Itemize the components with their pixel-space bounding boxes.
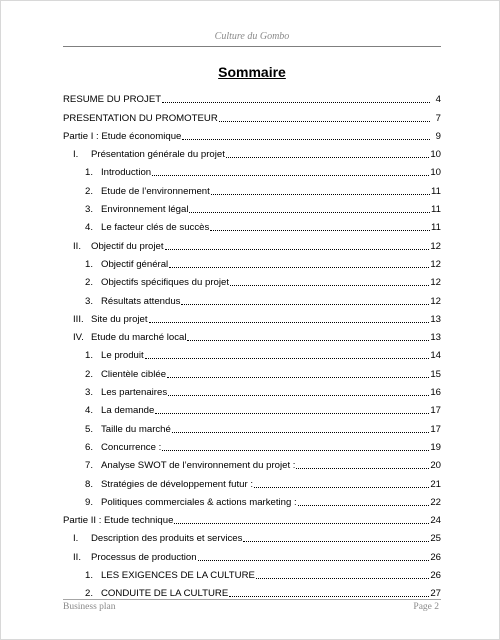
toc-entry[interactable] [63, 343, 441, 361]
toc-entry-number: 9. [85, 496, 94, 508]
toc-entry-label: Clientèle ciblée [101, 368, 167, 380]
toc-entry-label: Objectif du projet [91, 240, 164, 252]
toc-entry[interactable] [63, 380, 441, 398]
toc-entry[interactable] [63, 563, 441, 581]
toc-entry-page: 10 [430, 167, 441, 179]
toc-entry[interactable] [63, 124, 441, 142]
toc-entry-page: 15 [430, 368, 441, 380]
dot-leader [243, 540, 429, 542]
dot-leader [187, 339, 429, 341]
toc-entry-page: 26 [430, 551, 441, 563]
toc-entry-label: Stratégies de développement futur : [101, 478, 253, 490]
toc-entry[interactable] [63, 142, 441, 160]
toc-entry-number: 2. [85, 588, 94, 600]
toc-entry-page: 12 [430, 258, 441, 270]
toc-entry-number: 8. [85, 478, 94, 490]
toc-entry-page: 24 [430, 515, 441, 527]
dot-leader [165, 248, 430, 250]
toc-entry-label: Processus de production [91, 551, 197, 563]
dot-leader [162, 101, 430, 103]
dot-leader [168, 394, 429, 396]
toc-entry[interactable] [63, 526, 441, 544]
dot-leader [167, 376, 429, 378]
toc-entry-label: Partie II : Etude technique [63, 515, 174, 527]
toc-entry-page: 11 [431, 222, 441, 234]
toc-entry-number: I. [73, 533, 79, 545]
dot-leader [230, 284, 429, 286]
toc-entry-page: 12 [430, 240, 441, 252]
toc-entry-label: Partie I : Etude économique [63, 130, 182, 142]
dot-leader [149, 321, 430, 323]
toc-entry-label: Concurrence : [101, 441, 162, 453]
toc-entry-label: Le produit [101, 350, 144, 362]
dot-leader [181, 303, 429, 305]
dot-leader [198, 559, 430, 561]
toc-entry-number: 1. [85, 167, 94, 179]
toc-entry-label: Les partenaires [101, 387, 168, 399]
toc-entry[interactable] [63, 87, 441, 105]
toc-entry-label: Description des produits et services [91, 533, 243, 545]
toc-entry[interactable] [63, 435, 441, 453]
toc-entry-label: Présentation générale du projet [91, 149, 225, 161]
dot-leader [182, 138, 430, 140]
toc-entry-number: 3. [85, 295, 94, 307]
toc-entry-label: Taille du marché [101, 423, 171, 435]
toc-entry-page: 25 [430, 533, 441, 545]
toc-entry-page: 20 [430, 460, 441, 472]
toc-entry-page: 13 [430, 332, 441, 344]
toc-entry[interactable] [63, 508, 441, 526]
toc-entry-number: 3. [85, 204, 94, 216]
toc-entry-label: PRESENTATION DU PROMOTEUR [63, 112, 218, 124]
toc-entry[interactable] [63, 233, 441, 251]
toc-entry-label: Analyse SWOT de l’environnement du projet : [101, 460, 296, 472]
toc-entry-page: 16 [430, 387, 441, 399]
footer-rule [63, 599, 441, 600]
toc-entry[interactable] [63, 252, 441, 270]
toc-entry[interactable] [63, 197, 441, 215]
toc-entry[interactable] [63, 416, 441, 434]
toc-entry-label: La demande [101, 405, 155, 417]
toc-entry-page: 12 [430, 277, 441, 289]
toc-entry-page: 27 [430, 588, 441, 600]
dot-leader [298, 504, 430, 506]
toc-title: Sommaire [218, 64, 286, 80]
toc-entry-page: 11 [431, 204, 441, 216]
dot-leader [174, 522, 429, 524]
toc-entry-number: 4. [85, 405, 94, 417]
toc-entry-label: Introduction [101, 167, 152, 179]
toc-entry-number: 2. [85, 277, 94, 289]
toc-entry-number: 1. [85, 258, 94, 270]
toc-entry[interactable] [63, 453, 441, 471]
dot-leader [172, 431, 429, 433]
toc-entry[interactable] [63, 288, 441, 306]
dot-leader [219, 120, 430, 122]
toc-entry-label: Objectif général [101, 258, 169, 270]
toc-entry[interactable] [63, 361, 441, 379]
toc-entry[interactable] [63, 398, 441, 416]
toc-entry-label: RESUME DU PROJET [63, 94, 162, 106]
toc-entry-number: 7. [85, 460, 94, 472]
toc-entry-page: 17 [430, 405, 441, 417]
dot-leader [226, 156, 429, 158]
toc-entry-page: 14 [430, 350, 441, 362]
toc-entry-page: 26 [430, 570, 441, 582]
toc-entry-number: II. [73, 240, 81, 252]
dot-leader [155, 412, 429, 414]
toc-entry-number: 2. [85, 368, 94, 380]
toc-entry[interactable] [63, 160, 441, 178]
toc-entry-label: Objectifs spécifiques du projet [101, 277, 229, 289]
toc-entry-label: LES EXIGENCES DE LA CULTURE [101, 570, 255, 582]
dot-leader [169, 266, 429, 268]
toc-entry-page: 7 [435, 112, 441, 124]
toc-entry-page: 21 [430, 478, 441, 490]
toc-entry-page: 4 [435, 94, 441, 106]
toc-entry-label: Politiques commerciales & actions marketing : [101, 496, 297, 508]
toc-entry-page: 11 [431, 185, 441, 197]
toc-entry-number: 4. [85, 222, 94, 234]
toc-entry[interactable] [63, 215, 441, 233]
toc-entry-label: Etude du marché local [91, 332, 187, 344]
dot-leader [152, 174, 429, 176]
toc-entry[interactable] [63, 270, 441, 288]
dot-leader [296, 467, 429, 469]
toc-entry-number: II. [73, 551, 81, 563]
toc-entry-page: 13 [430, 313, 441, 325]
toc-entry[interactable] [63, 325, 441, 343]
toc-entry[interactable] [63, 307, 441, 325]
toc-entry-number: III. [73, 313, 84, 325]
table-of-contents [63, 87, 441, 599]
footer-page-number: Page 2 [413, 602, 439, 612]
header-rule [63, 46, 441, 47]
toc-entry-number: 1. [85, 350, 94, 362]
toc-entry[interactable] [63, 178, 441, 196]
dot-leader [145, 357, 430, 359]
dot-leader [189, 211, 430, 213]
toc-entry-page: 12 [430, 295, 441, 307]
dot-leader [229, 595, 429, 597]
dot-leader [210, 229, 430, 231]
toc-entry-page: 10 [430, 149, 441, 161]
toc-entry-page: 19 [430, 441, 441, 453]
toc-entry[interactable] [63, 544, 441, 562]
footer-document-name: Business plan [63, 602, 116, 612]
dot-leader [162, 449, 429, 451]
toc-entry-page: 17 [430, 423, 441, 435]
toc-entry-number: 3. [85, 387, 94, 399]
toc-entry[interactable] [63, 471, 441, 489]
toc-entry-page: 9 [435, 130, 441, 142]
toc-entry-label: Etude de l’environnement [101, 185, 210, 197]
toc-entry-label: Résultats attendus [101, 295, 181, 307]
toc-entry-label: Le facteur clés de succès [101, 222, 210, 234]
toc-entry[interactable] [63, 105, 441, 123]
toc-entry-number: IV. [73, 332, 84, 344]
toc-entry-number: 1. [85, 570, 94, 582]
running-header: Culture du Gombo [214, 31, 290, 42]
toc-entry-page: 22 [430, 496, 441, 508]
dot-leader [256, 577, 429, 579]
toc-entry-number: 2. [85, 185, 94, 197]
dot-leader [254, 486, 429, 488]
toc-entry[interactable] [63, 581, 441, 599]
toc-entry-number: 6. [85, 441, 94, 453]
toc-entry[interactable] [63, 490, 441, 508]
dot-leader [211, 193, 430, 195]
toc-entry-number: 5. [85, 423, 94, 435]
toc-entry-label: CONDUITE DE LA CULTURE [101, 588, 229, 600]
toc-entry-label: Site du projet [91, 313, 148, 325]
toc-entry-label: Environnement légal [101, 204, 189, 216]
toc-entry-number: I. [73, 149, 79, 161]
